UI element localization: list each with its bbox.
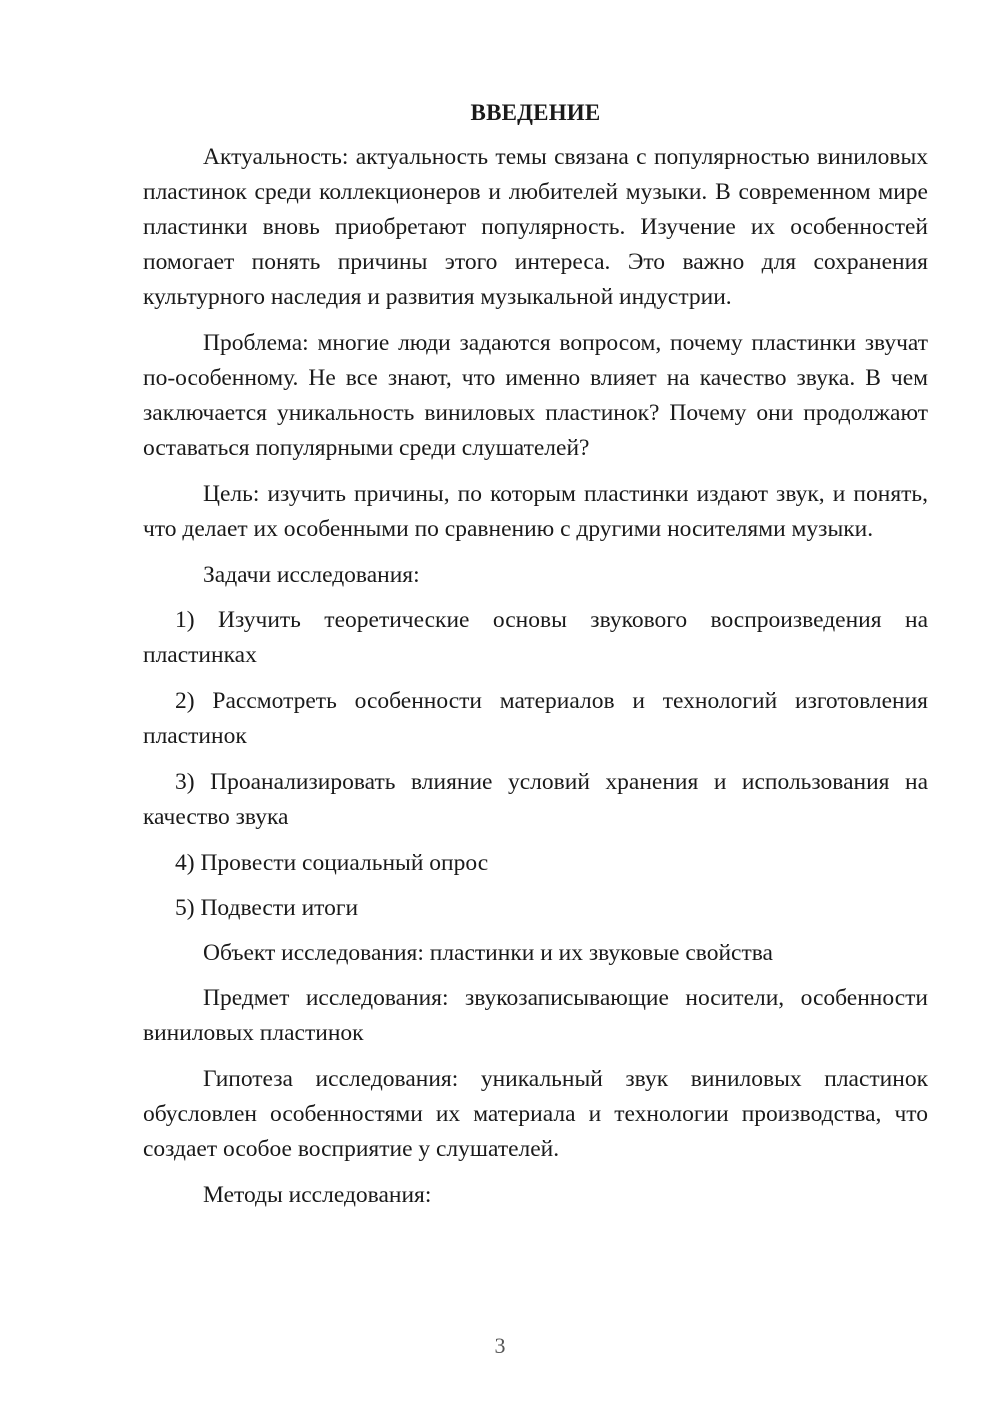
object-paragraph: Объект исследования: пластинки и их звуковые свойства: [203, 940, 773, 966]
hypothesis-paragraph: Гипотеза исследования: уникальный звук виниловых пластинок обусловлен особенностями их материала и технологии производства, что создает особое восприятие у слушателей.: [143, 1066, 928, 1162]
task-item: 5) Подвести итоги: [175, 895, 359, 921]
problem-paragraph: Проблема: многие люди задаются вопросом, почему пластинки звучат по-особенному. Не все знают, что именно влияет на качество звука. В чем заключается уникальность виниловых пластинок? Почему они продолжают оставаться популярными среди слушателей?: [143, 330, 928, 461]
document-page: [143, 95, 928, 1223]
task-item: 1) Изучить теоретические основы звукового воспроизведения на пластинках: [143, 607, 928, 668]
task-item: 3) Проанализировать влияние условий хранения и использования на качество звука: [143, 769, 928, 830]
page-number: 3: [494, 1333, 506, 1358]
goal-paragraph: Цель: изучить причины, по которым пластинки издают звук, и понять, что делает их особенными по сравнению с другими носителями музыки.: [143, 481, 928, 542]
tasks-heading: Задачи исследования:: [203, 562, 420, 588]
subject-paragraph: Предмет исследования: звукозаписывающие носители, особенности виниловых пластинок: [143, 985, 928, 1046]
methods-heading: Методы исследования:: [203, 1182, 432, 1208]
relevance-paragraph: Актуальность: актуальность темы связана с популярностью виниловых пластинок среди коллекционеров и любителей музыки. В современном мире пластинки вновь приобретают популярность. Изучение их особенностей помогает понять причины этого интереса. Это важно для сохранения культурного наследия и развития музыкальной индустрии.: [143, 144, 928, 310]
section-title: ВВЕДЕНИЕ: [470, 100, 601, 125]
task-item: 4) Провести социальный опрос: [175, 850, 489, 876]
task-item: 2) Рассмотреть особенности материалов и технологий изготовления пластинок: [143, 688, 928, 749]
